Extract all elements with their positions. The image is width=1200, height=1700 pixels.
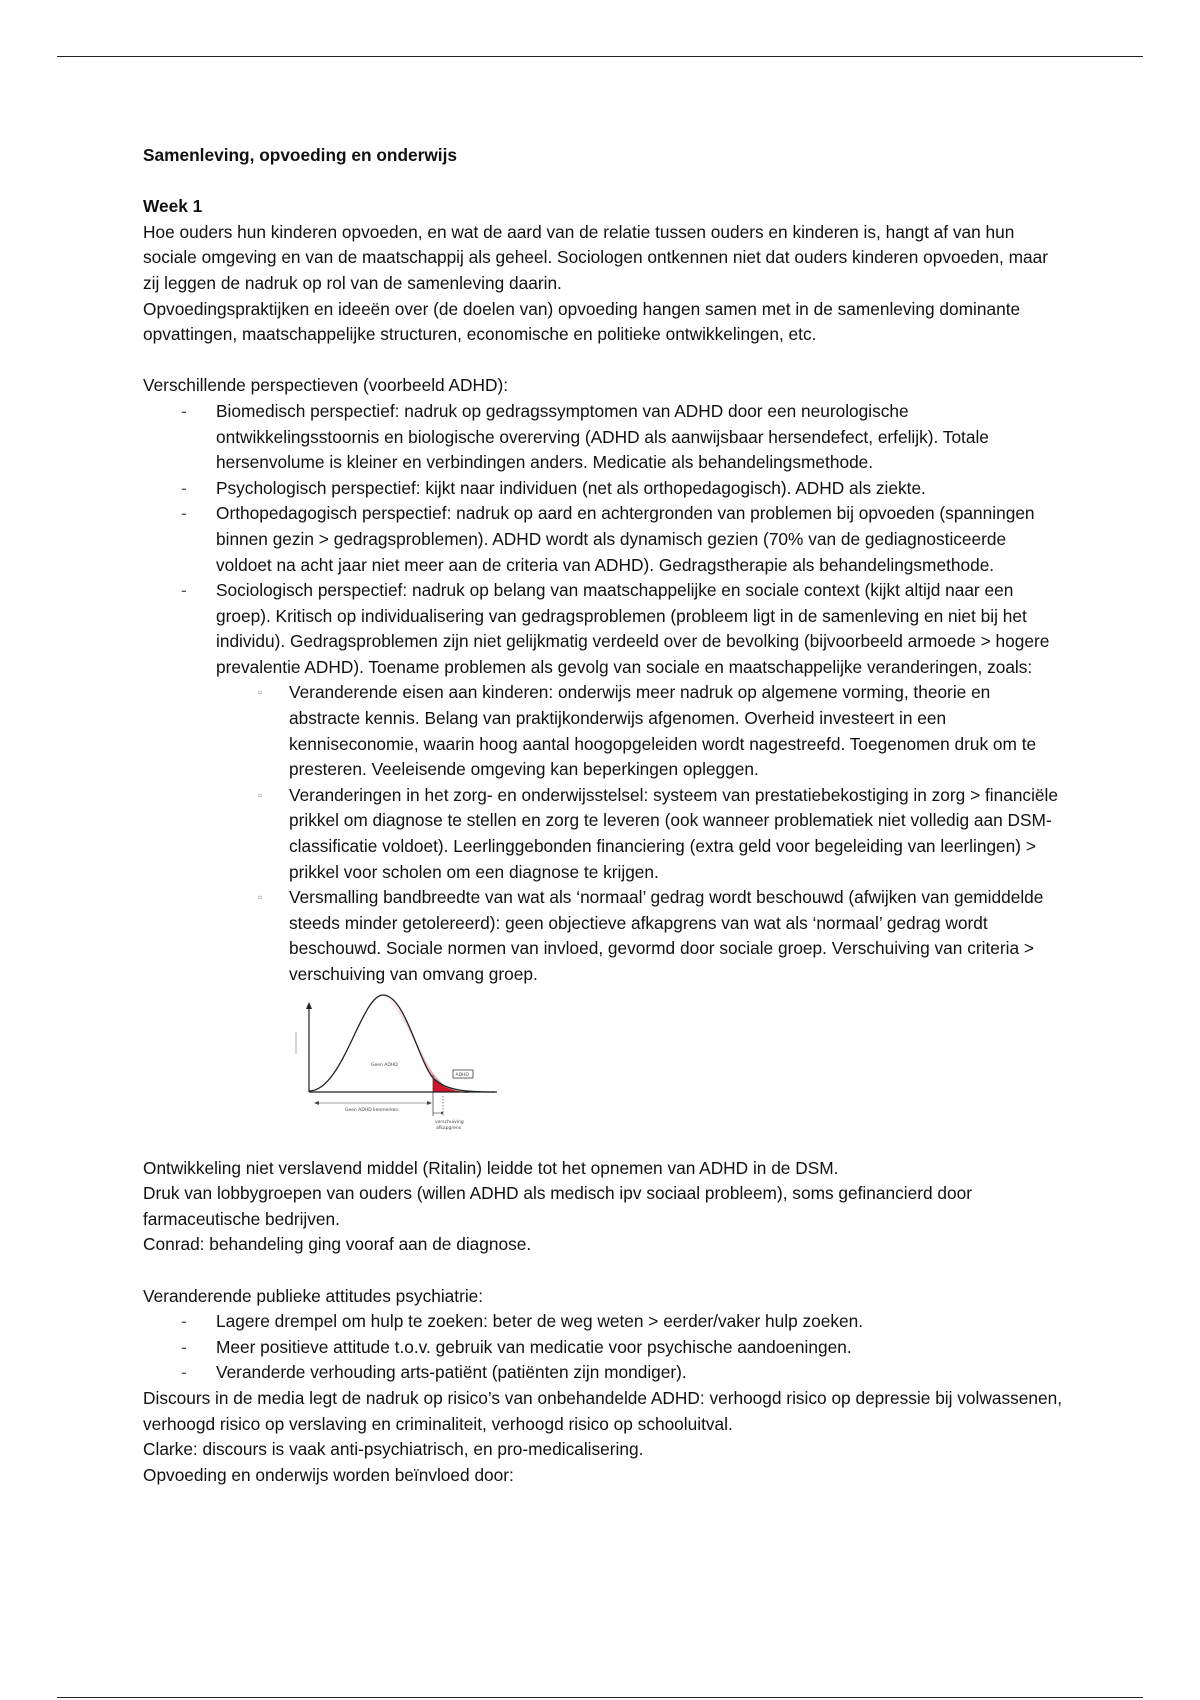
attitude-item: Veranderde verhouding arts-patiënt (patiënten zijn mondiger). bbox=[216, 1362, 687, 1383]
bullet-dash: - bbox=[181, 1336, 187, 1357]
ritalin-paragraph: Ontwikkeling niet verslavend middel (Ritalin) leidde tot het opnemen van ADHD in de DSM. bbox=[143, 1157, 839, 1178]
list-item bbox=[216, 885, 1063, 987]
range-arrow-head-right bbox=[427, 1101, 432, 1105]
attitudes-list bbox=[143, 1309, 1063, 1386]
bullet-dash: - bbox=[181, 1311, 187, 1332]
sociological-changes-list bbox=[216, 680, 1063, 987]
header-rule bbox=[57, 56, 1143, 57]
label-no-adhd: Geen ADHD bbox=[371, 1062, 398, 1068]
distribution-figure bbox=[283, 992, 1063, 1142]
bell-curve-diagram bbox=[283, 992, 503, 1142]
list-item bbox=[143, 1309, 1063, 1335]
bullet-dash: - bbox=[181, 503, 187, 524]
perspectives-heading: Verschillende perspectieven (voorbeeld ADHD): bbox=[143, 375, 509, 396]
attitude-item: Meer positieve attitude t.o.v. gebruik van medicatie voor psychische aandoeningen. bbox=[216, 1336, 852, 1357]
change-care-system: Veranderingen in het zorg- en onderwijsstelsel: systeem van prestatiebekostiging in zorg > financiële prikkel om diagnose te stellen en zorg te leveren (ook wanneer problematiek niet volledig aan DSM-classificatie voldoet). Leerlinggebonden financiering (extra geld voor begeleiding van leerlingen) > prikkel voor scholen om een diagnose te krijgen. bbox=[289, 784, 1058, 882]
media-paragraph: Discours in de media legt de nadruk op risico’s van onbehandelde ADHD: verhoogd risico op depressie bij volwassenen, verhoogd risico op verslaving en criminaliteit, verhoogd risico op schooluitval. bbox=[143, 1387, 1062, 1434]
lobby-paragraph: Druk van lobbygroepen van ouders (willen ADHD als medisch ipv sociaal probleem), soms gefinancierd door farmaceutische bedrijven. bbox=[143, 1183, 972, 1229]
label-shift-2: afkapgrens bbox=[436, 1125, 462, 1131]
perspective-orthopedagogical: Orthopedagogisch perspectief: nadruk op aard en achtergronden van problemen bij opvoeden (spanningen binnen gezin > gedragsproblemen). ADHD wordt als dynamisch gezien (70% van de gediagnosticeerde voldoet na acht jaar niet meer aan de criteria van ADHD). Gedragstherapie als behandelingsmethode. bbox=[216, 503, 1035, 575]
list-item bbox=[143, 578, 1063, 988]
label-adhd: ADHD bbox=[455, 1072, 469, 1078]
bullet-dash: - bbox=[181, 580, 187, 601]
attitude-item: Lagere drempel om hulp te zoeken: beter de weg weten > eerder/vaker hulp zoeken. bbox=[216, 1311, 864, 1332]
label-axis: Geen ADHD kenmerken bbox=[345, 1107, 399, 1113]
perspective-psychological: Psychologisch perspectief: kijkt naar individuen (net als orthopedagogisch). ADHD als ziekte. bbox=[216, 477, 926, 498]
range-arrow-head-left bbox=[314, 1101, 319, 1105]
conrad-paragraph: Conrad: behandeling ging vooraf aan de diagnose. bbox=[143, 1234, 532, 1255]
closing-paragraph: Opvoeding en onderwijs worden beïnvloed door: bbox=[143, 1464, 514, 1485]
attitudes-heading: Veranderende publieke attitudes psychiatrie: bbox=[143, 1285, 484, 1306]
bullet-dash: - bbox=[181, 1362, 187, 1383]
footer-rule bbox=[57, 1697, 1143, 1698]
list-item bbox=[143, 1360, 1063, 1386]
perspective-sociological: Sociologisch perspectief: nadruk op belang van maatschappelijke en sociale context (kijkt altijd naar een groep). Kritisch op individualisering van gedragsproblemen (probleem ligt in de samenleving en niet bij het individu). Gedragsproblemen zijn niet gelijkmatig verdeeld over de bevolking (bijvoorbeeld armoede > hogere prevalentie ADHD). Toename problemen als gevolg van sociale en maatschappelijke veranderingen, zoals: bbox=[216, 580, 1050, 677]
label-shift-1: verschuiving bbox=[435, 1119, 464, 1125]
change-normal-bandwidth: Versmalling bandbreedte van wat als ‘normaal’ gedrag wordt beschouwd (afwijken van gemiddelde steeds minder getolereerd): geen objectieve afkapgrens van wat als ‘normaal’ gedrag wordt beschouwd. Sociale normen van invloed, gevormd door sociale groep. Verschuiving van criteria > verschuiving van omvang groep. bbox=[289, 887, 1044, 984]
bullet-square: ▫ bbox=[258, 890, 263, 905]
list-item bbox=[143, 501, 1063, 578]
bullet-dash: - bbox=[181, 477, 187, 498]
list-item bbox=[143, 399, 1063, 476]
list-item bbox=[143, 476, 1063, 502]
document-body bbox=[143, 143, 1063, 1488]
change-demands: Veranderende eisen aan kinderen: onderwijs meer nadruk op algemene vorming, theorie en abstracte kennis. Belang van praktijkonderwijs afgenomen. Overheid investeert in een kenniseconomie, waarin hoog aantal hoogopgeleiden wordt nagestreefd. Toegenomen druk om te presteren. Veeleisende omgeving kan beperkingen opleggen. bbox=[289, 682, 1037, 780]
week-heading: Week 1 bbox=[143, 196, 203, 217]
list-item bbox=[143, 1335, 1063, 1361]
bullet-square: ▫ bbox=[258, 685, 263, 700]
list-item bbox=[216, 680, 1063, 782]
list-item bbox=[216, 783, 1063, 885]
intro-paragraph: Hoe ouders hun kinderen opvoeden, en wat de aard van de relatie tussen ouders en kinderen is, hangt af van hun sociale omgeving en van de maatschappij als geheel. Sociologen ontkennen niet dat ouders kinderen opvoeden, maar zij leggen de nadruk op rol van de samenleving daarin. bbox=[143, 221, 1048, 293]
document-title: Samenleving, opvoeding en onderwijs bbox=[143, 145, 457, 165]
bullet-square: ▫ bbox=[258, 787, 263, 802]
perspective-biomedical: Biomedisch perspectief: nadruk op gedragssymptomen van ADHD door een neurologische ontwikkelingsstoornis en biologische overerving (ADHD als aanwijsbaar hersendefect, erfelijk). Totale hersenvolume is kleiner en verbindingen anders. Medicatie als behandelingsmethode. bbox=[216, 400, 989, 473]
bullet-dash: - bbox=[181, 400, 187, 421]
clarke-paragraph: Clarke: discours is vaak anti-psychiatrisch, en pro-medicalisering. bbox=[143, 1439, 644, 1460]
intro-paragraph-2: Opvoedingspraktijken en ideeën over (de doelen van) opvoeding hangen samen met in de samenleving dominante opvattingen, maatschappelijke structuren, economische en politieke ontwikkelingen, etc. bbox=[143, 298, 1021, 345]
shift-arrow-head bbox=[441, 1111, 444, 1114]
y-axis-arrow bbox=[306, 1002, 312, 1009]
perspectives-list bbox=[143, 399, 1063, 988]
